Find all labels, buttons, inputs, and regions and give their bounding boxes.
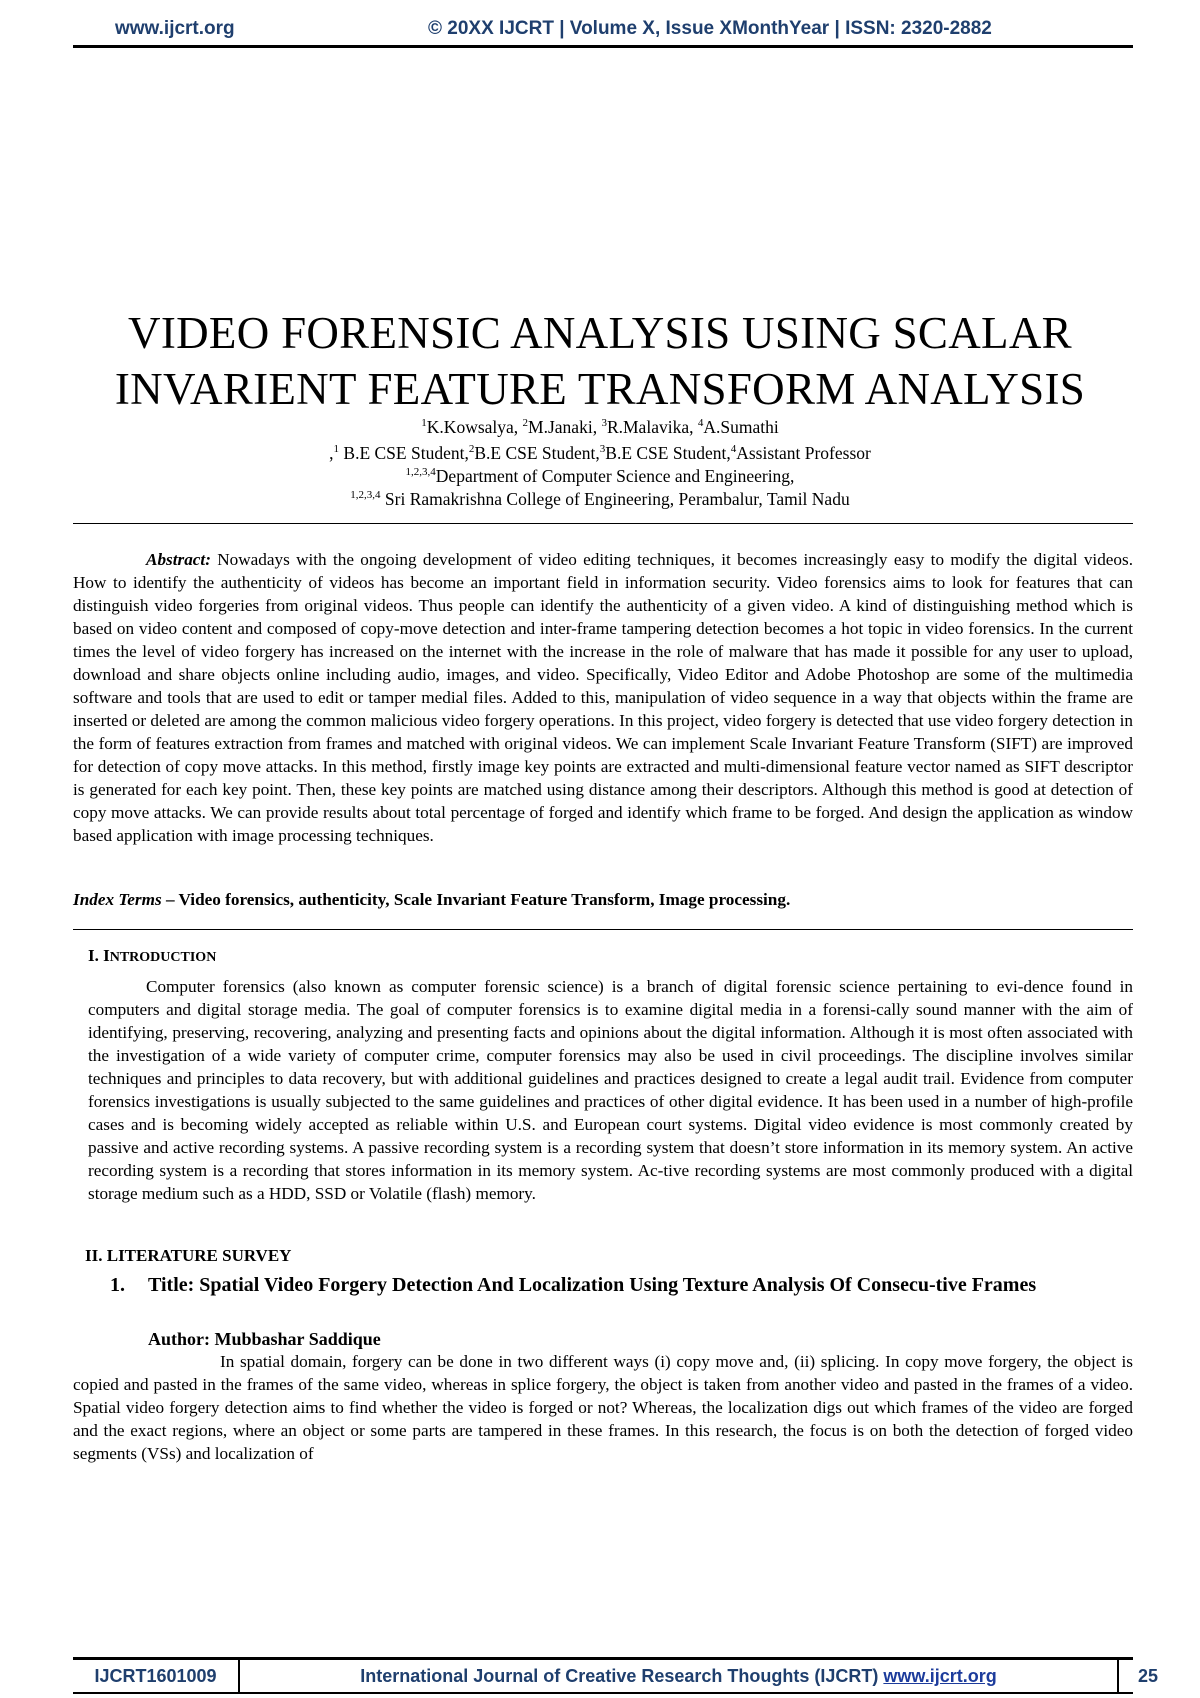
author-name: R.Malavika bbox=[606, 416, 690, 437]
author-name: K.Kowsalya bbox=[426, 416, 514, 437]
abstract bbox=[73, 548, 1133, 847]
paper-title-line-2: INVARIENT FEATURE TRANSFORM ANALYSIS bbox=[114, 364, 1086, 414]
literature-heading: II. LITERATURE SURVEY bbox=[85, 1246, 292, 1265]
intro-text: Computer forensics (also known as computer forensic science) is a branch of digital forensic science pertaining to evi-dence found in computers and digital storage media. The goal of computer forensics is to examine digital media in a forensi-cally sound manner with the aim of identifying, preserving, recovering, analyzing and presenting facts and opinions about the digital information. Although it is most often associated with the investigation of a wide variety of computer crime, computer forensics may also be used in civil proceedings. The discipline involves similar techniques and principles to data recovery, but with additional guidelines and practices designed to create a legal audit trail. Evidence from computer forensics investigations is usually subjected to the same guidelines and practices of other digital evidence. It has been used in a number of high-profile cases and is becoming widely accepted as reliable within U.S. and European court systems. Digital video evidence is most commonly created by passive and active recording systems. A passive recording system is a recording system that doesn’t store information in its memory system. An active recording system is a recording that stores information in its memory system. Ac-tive recording systems are most commonly produced with a digital storage medium such as a HDD, SSD or Volatile (flash) memory. bbox=[88, 977, 1133, 1203]
footer-paper-id: IJCRT1601009 bbox=[73, 1660, 240, 1692]
literature-item-text: In spatial domain, forgery can be done in two different ways (i) copy move and, (ii) splicing. In copy move forgery, the object is copied and pasted in the frames of the same video, whereas in splice forgery, the object is taken from another video and pasted in the frames of a video. Spatial video forgery detection aims to find whether the video is forged or not? Whereas, the localization digs out which frames of the video are forged and the exact regions, where an object or some parts are tampered in these frames. In this research, the focus is on both the detection of forged video segments (VSs) and localization of bbox=[73, 1352, 1133, 1463]
page-header bbox=[0, 18, 1200, 48]
author-role: B.E CSE Student bbox=[605, 442, 727, 463]
paper-title-line-1: VIDEO FORENSIC ANALYSIS USING SCALAR bbox=[128, 308, 1072, 358]
index-terms-text: – Video forensics, authenticity, Scale Invariant Feature Transform, Image processing. bbox=[161, 890, 791, 909]
author-role: B.E CSE Student bbox=[474, 442, 596, 463]
header-site-link[interactable]: www.ijcrt.org bbox=[115, 18, 235, 39]
abstract-label: Abstract: bbox=[146, 550, 211, 569]
index-terms-label: Index Terms bbox=[73, 890, 162, 909]
author-name: M.Janaki bbox=[528, 416, 593, 437]
page-footer bbox=[73, 1657, 1159, 1694]
literature-item-number: 1. bbox=[110, 1274, 125, 1296]
intro-heading: I. INTRODUCTION bbox=[88, 946, 217, 965]
department: $^{1,2,3,4}$Department of Computer Science and Engineering, bbox=[405, 465, 795, 486]
abstract-text: Nowadays with the ongoing development of video editing techniques, it becomes increasingly easy to modify the digital videos. How to identify the authenticity of videos has become an important field in information security. Video forensics aims to look for features that can distinguish video forgeries from original videos. Thus people can identify the authenticity of a given video. A kind of distinguishing method which is based on video content and composed of copy-move detection and inter-frame tampering detection becomes a hot topic in video forensics. In the current times the level of video forgery has increased on the internet with the increase in the role of malware that has made it possible for any user to upload, download and share objects online including audio, images, and video. Specifically, Video Editor and Adobe Photoshop are some of the multimedia software and tools that are used to edit or tamper medial files. Added to this, manipulation of video sequence in a way that objects within the frame are inserted or deleted are among the common malicious video forgery operations. In this project, video forgery is detected that use video forgery detection in the form of features extraction from frames and matched with original videos. We can implement Scale Invariant Feature Transform (SIFT) are improved for detection of copy move attacks. In this method, firstly image key points are extracted and multi-dimensional feature vector named as SIFT descriptor is generated for each key point. Then, these key points are matched using distance among their descriptors. Although this method is good at detection of copy move attacks. We can provide results about total percentage of forged and identify which frame to be forged. And design the application as window based application with image processing techniques. bbox=[73, 550, 1133, 845]
footer-site-link[interactable]: www.ijcrt.org bbox=[883, 1666, 997, 1686]
index-rule bbox=[73, 929, 1133, 930]
author-role: B.E CSE Student bbox=[343, 442, 465, 463]
footer-page-number: 25 bbox=[1137, 1666, 1159, 1686]
college: $^{1,2,3,4}$ Sri Ramakrishna College of Engineering, Perambalur, Tamil Nadu bbox=[350, 488, 850, 509]
header-citation: © 20XX IJCRT | Volume X, Issue XMonthYear | ISSN: 2320-2882 bbox=[428, 18, 992, 39]
literature-item-author: Author: Mubbashar Saddique bbox=[148, 1329, 381, 1349]
literature-item-title: 1. Title: Spatial Video Forgery Detection And Localization Using Texture Analysis Of Consecu-tive Frames bbox=[110, 1272, 1133, 1299]
index-terms bbox=[73, 888, 1133, 911]
author-name: A.Sumathi bbox=[703, 416, 779, 437]
paper-title bbox=[0, 305, 1200, 417]
author-roles: ,$^1$ B.E CSE Student,$^2$B.E CSE Student,$^3$B.E CSE Student,$^4$Assistant Professor bbox=[329, 442, 871, 463]
footer-journal: International Journal of Creative Research Thoughts (IJCRT) www.ijcrt.org bbox=[240, 1660, 1119, 1692]
author-list: $^1$K.Kowsalya, $^2$M.Janaki, $^3$R.Malavika, $^4$A.Sumathi bbox=[421, 416, 779, 437]
header-rule bbox=[73, 45, 1133, 48]
author-role: Assistant Professor bbox=[736, 442, 871, 463]
affiliation-rule bbox=[73, 523, 1133, 524]
